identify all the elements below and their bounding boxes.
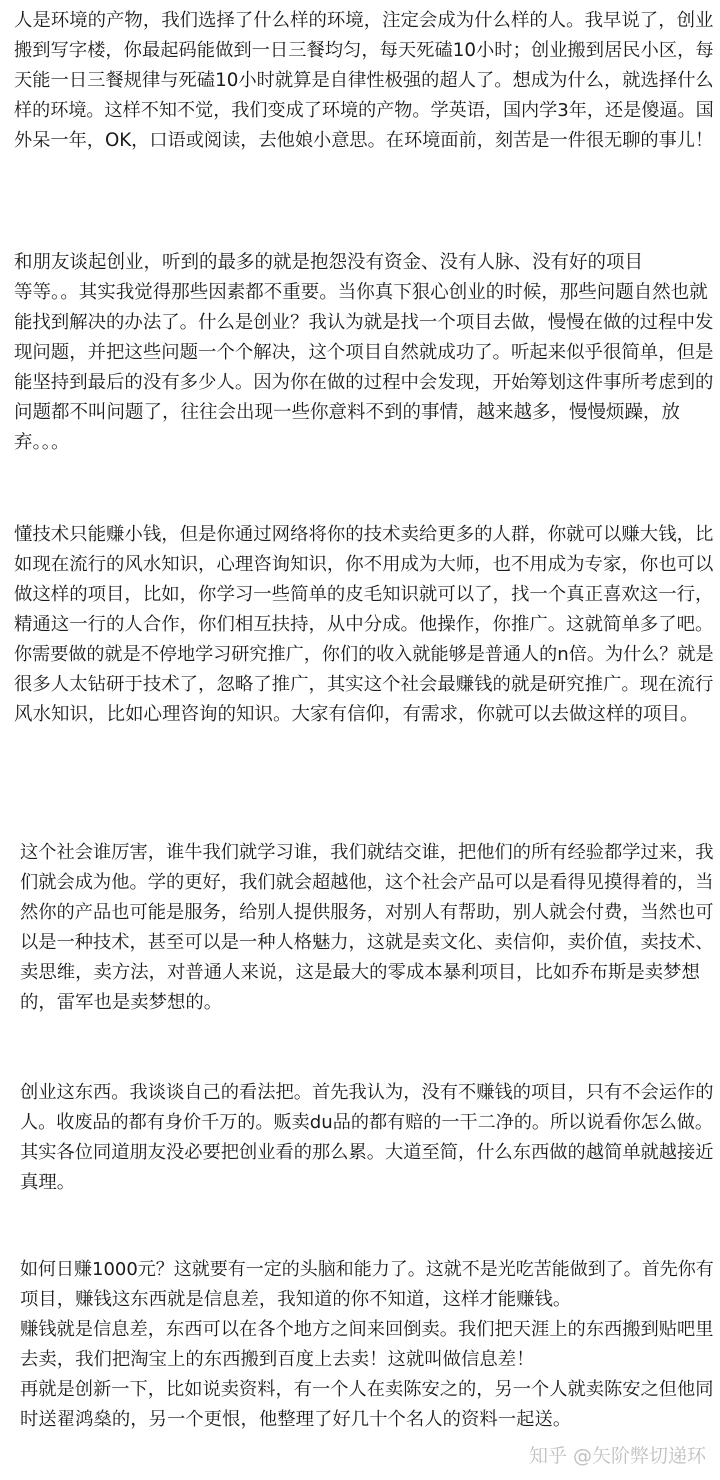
text-line: 项目，赚钱这东西就是信息差，我知道的你不知道，这样才能赚钱。 [20, 1289, 572, 1310]
text-line: 去卖，我们把淘宝上的东西搬到百度上去卖！这就叫做信息差！ [20, 1349, 535, 1370]
text-line: 和朋友谈起创业，听到的最多的就是抱怨没有资金、没有人脉、没有好的项目 [14, 252, 644, 273]
paragraph-learn-from-best [20, 838, 718, 1018]
text-line: 人是环境的产物，我们选择了什么样的环境，注定会成为什么样的人。我早说了，创业 [14, 10, 714, 31]
text-line: 们就会成为他。学的更好，我们就会超越他，这个社会产品可以是看得见摸得着的，当 [20, 872, 714, 893]
text-line: 样的环境。这样不知不觉，我们变成了环境的产物。学英语，国内学3年，还是傻逼。国 [14, 100, 714, 121]
text-line: 能找到解决的办法了。什么是创业？我认为就是找一个项目去做，慢慢在做的过程中发 [14, 312, 714, 333]
text-line: 能坚持到最后的没有多少人。因为你在做的过程中会发现，开始筹划这件事所考虑到的 [14, 372, 714, 393]
text-line: 创业这东西。我谈谈自己的看法把。首先我认为，没有不赚钱的项目，只有不会运作的 [20, 1082, 714, 1103]
paragraph-technology-promotion [14, 520, 712, 730]
paragraph-starting-business [14, 248, 712, 458]
text-line: 如现在流行的风水知识，心理咨询知识，你不用成为大师，也不用成为专家，你也可以 [14, 554, 714, 575]
text-line: 等等。。其实我觉得那些因素都不重要。当你真下狠心创业的时候，那些问题自然也就 [14, 282, 708, 303]
text-line: 赚钱就是信息差，东西可以在各个地方之间来回倒卖。我们把天涯上的东西搬到贴吧里 [20, 1319, 714, 1340]
text-line: 然你的产品也可能是服务，给别人提供服务，对别人有帮助，别人就会付费，当然也可 [20, 902, 714, 923]
text-line: 外呆一年，OK，口语或阅读，去他娘小意思。在环境面前，刻苦是一件很无聊的事儿！ [14, 130, 714, 151]
text-line: 如何日赚1000元？这就要有一定的头脑和能力了。这就不是光吃苦能做到了。首先你有 [20, 1259, 714, 1280]
text-line: 你需要做的就是不停地学习研究推广，你们的收入就能够是普通人的n倍。为什么？就是 [14, 644, 714, 665]
text-line: 的，雷军也是卖梦想的。 [20, 992, 223, 1013]
text-line: 弃。。。 [14, 432, 70, 453]
text-line: 天能一日三餐规律与死磕10小时就算是自律性极强的超人了。想成为什么，就选择什么 [14, 70, 714, 91]
text-line: 人。收废品的都有身价千万的。贩卖du品的都有赔的一干二净的。所以说看你怎么做。 [20, 1112, 714, 1133]
text-line: 卖思维，卖方法，对普通人来说，这是最大的零成本暴利项目，比如乔布斯是卖梦想 [20, 962, 700, 983]
text-line: 以是一种技术，甚至可以是一种人格魅力，这就是卖文化、卖信仰，卖价值，卖技术、 [20, 932, 714, 953]
text-line: 风水知识，比如心理咨询的知识。大家有信仰，有需求，你就可以去做这样的项目。 [14, 704, 699, 725]
paragraph-information-gap [20, 1255, 718, 1435]
text-line: 很多人太钻研于技术了，忽略了推广，其实这个社会最赚钱的就是研究推广。现在流行 [14, 674, 714, 695]
paragraph-views-on-business [20, 1078, 718, 1198]
text-line: 精通这一行的人合作，你们相互扶持，从中分成。他操作，你推广。这就简单多了吧。 [14, 614, 714, 635]
text-line: 时送翟鸿燊的，另一个更恨，他整理了好几十个名人的资料一起送。 [20, 1409, 572, 1430]
text-line: 这个社会谁厉害，谁牛我们就学习谁，我们就结交谁，把他们的所有经验都学过来，我 [20, 842, 714, 863]
paragraph-environment [14, 6, 712, 156]
text-line: 其实各位同道朋友没必要把创业看的那么累。大道至简，什么东西做的越简单就越接近 [20, 1142, 714, 1163]
text-line: 问题都不叫问题了，往往会出现一些你意料不到的事情，越来越多，慢慢烦躁，放 [14, 402, 681, 423]
text-line: 再就是创新一下，比如说卖资料，有一个人在卖陈安之的，另一个人就卖陈安之但他同 [20, 1379, 714, 1400]
text-line: 真理。 [20, 1172, 76, 1193]
zhihu-watermark: 知乎 @矢阶弊切递环 [528, 1445, 706, 1467]
text-line: 搬到写字楼，你最起码能做到一日三餐均匀，每天死磕10小时；创业搬到居民小区，每 [14, 40, 714, 61]
text-line: 现问题，并把这些问题一个个解决，这个项目自然就成功了。听起来似乎很简单，但是 [14, 342, 714, 363]
text-line: 做这样的项目，比如，你学习一些简单的皮毛知识就可以了，找一个真正喜欢这一行， [14, 584, 714, 605]
text-line: 懂技术只能赚小钱，但是你通过网络将你的技术卖给更多的人群，你就可以赚大钱，比 [14, 524, 714, 545]
